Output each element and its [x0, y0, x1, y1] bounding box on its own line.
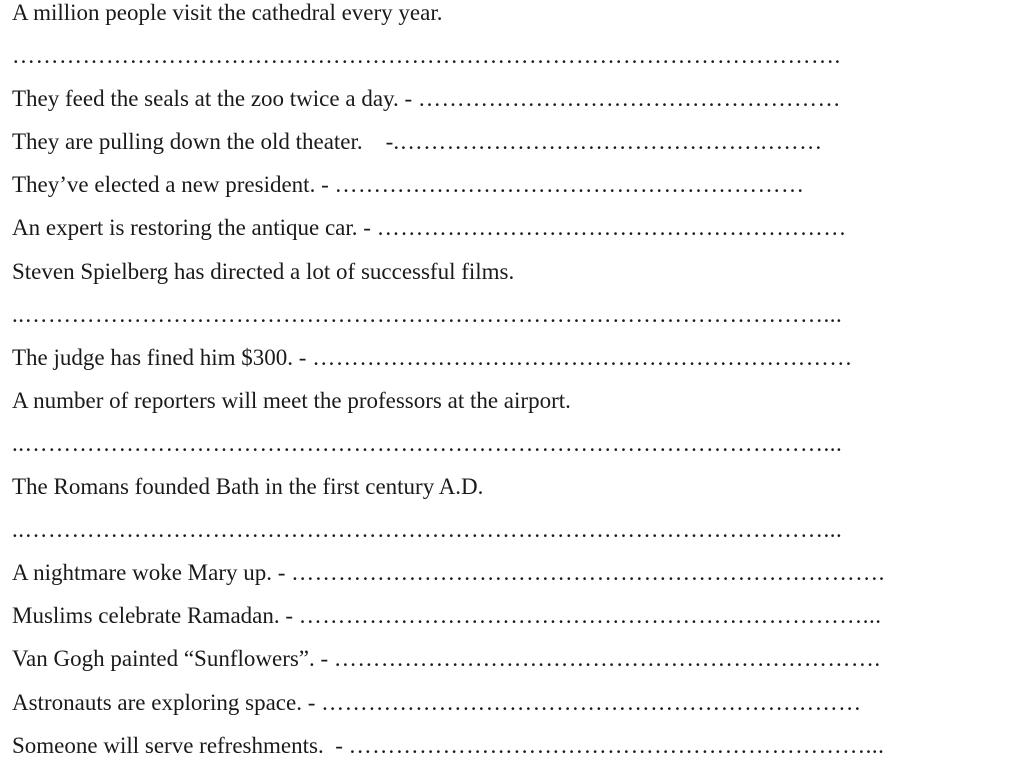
sentence-text: Muslims celebrate Ramadan. -: [12, 603, 299, 629]
worksheet-line: [12, 603, 987, 646]
answer-blank: ..…………………………………………………………………………………………...: [12, 517, 843, 543]
worksheet-line: [12, 0, 987, 43]
answer-blank: ..…………………………………………………………………………………………...: [12, 301, 843, 327]
sentence-text: A nightmare woke Mary up. -: [12, 560, 292, 586]
worksheet-line: [12, 259, 987, 302]
worksheet-line: [12, 43, 987, 86]
answer-blank: …………………………………………………………………………………………….: [12, 43, 841, 69]
worksheet-line: [12, 172, 987, 215]
answer-blank: ……………………………………………………: [334, 172, 805, 198]
answer-blank: ……………………………………………………………: [321, 689, 862, 715]
sentence-text: Van Gogh painted “Sunflowers”. -: [12, 646, 334, 672]
worksheet-line: [12, 690, 987, 733]
worksheet-line: [12, 215, 987, 258]
sentence-text: Someone will serve refreshments. -: [12, 732, 349, 758]
worksheet-line: [12, 388, 987, 431]
sentence-text: A million people visit the cathedral every year.: [12, 0, 443, 25]
answer-blank: …………………………………………………………….: [333, 646, 881, 672]
worksheet-line: [12, 733, 987, 776]
sentence-text: They are pulling down the old theater. -: [12, 129, 394, 155]
worksheet-line: [12, 129, 987, 172]
worksheet-line: [12, 302, 987, 345]
sentence-text: Astronauts are exploring space. -: [12, 689, 322, 715]
worksheet-line: [12, 517, 987, 560]
answer-blank: .………………………………………………: [393, 129, 823, 155]
sentence-text: A number of reporters will meet the professors at the airport.: [12, 387, 571, 413]
answer-blank: ………………………………………………………………….: [291, 560, 885, 586]
sentence-text: The judge has fined him $300. -: [12, 344, 313, 370]
worksheet-line: [12, 431, 987, 474]
sentence-text: They feed the seals at the zoo twice a day. -: [12, 86, 418, 112]
sentence-text: The Romans founded Bath in the first century A.D.: [12, 474, 484, 500]
worksheet-line: [12, 560, 987, 603]
answer-blank: …………………………………………………………...: [348, 732, 885, 758]
worksheet: [12, 0, 987, 776]
answer-blank: ……………………………………………………………: [312, 344, 853, 370]
sentence-text: An expert is restoring the antique car. -: [12, 215, 377, 241]
answer-blank: ..…………………………………………………………………………………………...: [12, 430, 843, 456]
worksheet-line: [12, 86, 987, 129]
sentence-text: Steven Spielberg has directed a lot of successful films.: [12, 258, 515, 284]
worksheet-line: [12, 646, 987, 689]
worksheet-line: [12, 474, 987, 517]
answer-blank: ………………………………………………………………...: [298, 603, 882, 629]
answer-blank: ………………………………………………: [417, 86, 841, 112]
answer-blank: ……………………………………………………: [376, 215, 847, 241]
sentence-text: They’ve elected a new president. -: [12, 172, 335, 198]
worksheet-line: [12, 345, 987, 388]
